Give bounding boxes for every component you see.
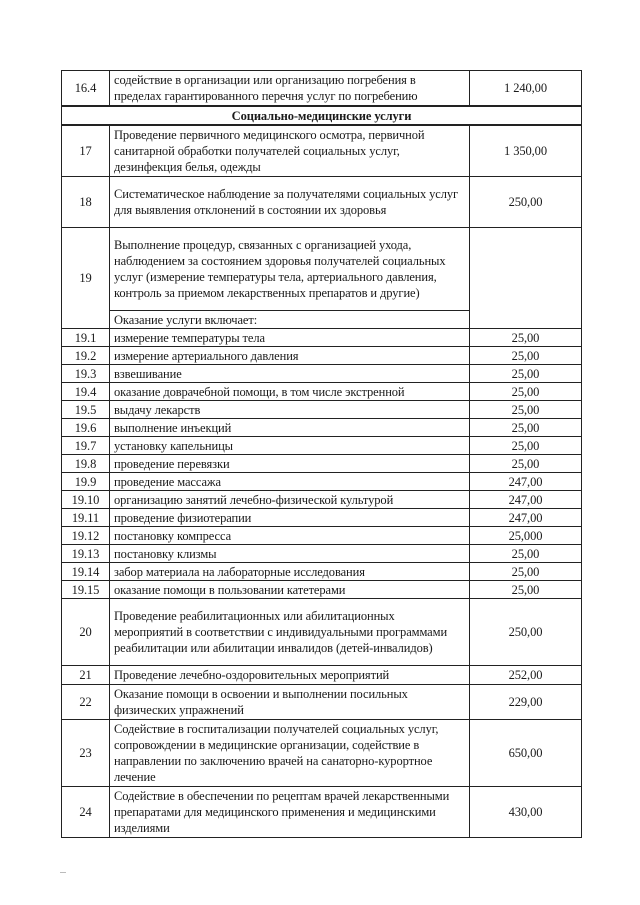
table-row <box>62 666 582 685</box>
service-price: 430,00 <box>470 787 582 838</box>
table-row <box>62 473 582 491</box>
service-description: Проведение первичного медицинского осмотра, первичной санитарной обработки получателей социальных услуг, дезинфекция белья, одежды <box>110 125 470 177</box>
service-price: 25,00 <box>470 419 582 437</box>
service-description: постановку компресса <box>110 527 470 545</box>
service-description: проведение перевязки <box>110 455 470 473</box>
row-number: 19 <box>62 228 110 329</box>
row-number: 19.12 <box>62 527 110 545</box>
table-row <box>62 437 582 455</box>
table-row <box>62 177 582 228</box>
service-price: 247,00 <box>470 509 582 527</box>
service-price: 25,00 <box>470 365 582 383</box>
service-description: измерение артериального давления <box>110 347 470 365</box>
service-price: 25,00 <box>470 545 582 563</box>
service-description: Выполнение процедур, связанных с организацией ухода, наблюдением за состоянием здоровья получателей социальных услуг (измерение температуры тела, артериального давления, контроль за приемом лекарственных препаратов и другие) <box>110 228 470 311</box>
service-description: Проведение лечебно-оздоровительных мероприятий <box>110 666 470 685</box>
service-price: 252,00 <box>470 666 582 685</box>
service-price: 250,00 <box>470 599 582 666</box>
service-description: Оказание помощи в освоении и выполнении посильных физических упражнений <box>110 685 470 720</box>
service-price: 1 240,00 <box>470 71 582 107</box>
service-description: содействие в организации или организацию погребения в пределах гарантированного перечня услуг по погребению <box>110 71 470 107</box>
table-row <box>62 509 582 527</box>
table-row <box>62 581 582 599</box>
service-description: взвешивание <box>110 365 470 383</box>
service-price: 25,00 <box>470 401 582 419</box>
table-row <box>62 455 582 473</box>
table-row <box>62 599 582 666</box>
includes-label: Оказание услуги включает: <box>110 311 470 329</box>
service-description: измерение температуры тела <box>110 329 470 347</box>
row-number: 23 <box>62 720 110 787</box>
services-price-table-page <box>61 70 581 838</box>
service-description: проведение физиотерапии <box>110 509 470 527</box>
row-number: 20 <box>62 599 110 666</box>
row-number: 18 <box>62 177 110 228</box>
row-number: 19.3 <box>62 365 110 383</box>
service-price: 25,00 <box>470 347 582 365</box>
service-description: организацию занятий лечебно-физической культурой <box>110 491 470 509</box>
service-price: 247,00 <box>470 491 582 509</box>
table-row <box>62 720 582 787</box>
table-row <box>62 228 582 311</box>
row-number: 19.5 <box>62 401 110 419</box>
service-price: 25,00 <box>470 329 582 347</box>
row-number: 19.8 <box>62 455 110 473</box>
section-header-row <box>62 106 582 125</box>
scan-speck <box>60 872 66 873</box>
row-number: 19.7 <box>62 437 110 455</box>
service-description: постановку клизмы <box>110 545 470 563</box>
service-description: Проведение реабилитационных или абилитационных мероприятий в соответствии с индивидуальными программами реабилитации или абилитации инвалидов (детей-инвалидов) <box>110 599 470 666</box>
table-row <box>62 419 582 437</box>
service-description: оказание помощи в пользовании катетерами <box>110 581 470 599</box>
row-number: 21 <box>62 666 110 685</box>
service-price: 25,00 <box>470 581 582 599</box>
row-number: 19.1 <box>62 329 110 347</box>
row-number: 19.15 <box>62 581 110 599</box>
service-price: 247,00 <box>470 473 582 491</box>
service-price: 25,00 <box>470 455 582 473</box>
service-price: 25,00 <box>470 437 582 455</box>
table-row <box>62 383 582 401</box>
row-number: 16.4 <box>62 71 110 107</box>
table-row <box>62 347 582 365</box>
row-number: 19.10 <box>62 491 110 509</box>
service-description: выполнение инъекций <box>110 419 470 437</box>
row-number: 24 <box>62 787 110 838</box>
table-row <box>62 125 582 177</box>
service-price: 25,000 <box>470 527 582 545</box>
table-row <box>62 545 582 563</box>
table-row <box>62 787 582 838</box>
services-price-table <box>61 70 582 838</box>
service-description: установку капельницы <box>110 437 470 455</box>
table-row <box>62 401 582 419</box>
service-price: 25,00 <box>470 383 582 401</box>
table-row <box>62 329 582 347</box>
table-row <box>62 685 582 720</box>
row-number: 19.6 <box>62 419 110 437</box>
service-price-empty <box>470 228 582 329</box>
row-number: 19.4 <box>62 383 110 401</box>
service-price: 250,00 <box>470 177 582 228</box>
row-number: 19.2 <box>62 347 110 365</box>
table-row <box>62 365 582 383</box>
service-description: проведение массажа <box>110 473 470 491</box>
table-row <box>62 71 582 107</box>
row-number: 19.14 <box>62 563 110 581</box>
table-row <box>62 563 582 581</box>
service-description: Содействие в обеспечении по рецептам врачей лекарственными препаратами для медицинского применения и медицинскими изделиями <box>110 787 470 838</box>
service-price: 650,00 <box>470 720 582 787</box>
row-number: 17 <box>62 125 110 177</box>
table-row <box>62 491 582 509</box>
table-row <box>62 527 582 545</box>
service-price: 1 350,00 <box>470 125 582 177</box>
service-description: выдачу лекарств <box>110 401 470 419</box>
service-description: забор материала на лабораторные исследования <box>110 563 470 581</box>
row-number: 22 <box>62 685 110 720</box>
service-description: оказание доврачебной помощи, в том числе экстренной <box>110 383 470 401</box>
row-number: 19.9 <box>62 473 110 491</box>
section-title: Социально-медицинские услуги <box>62 106 582 125</box>
row-number: 19.13 <box>62 545 110 563</box>
row-number: 19.11 <box>62 509 110 527</box>
service-price: 25,00 <box>470 563 582 581</box>
service-description: Систематическое наблюдение за получателями социальных услуг для выявления отклонений в состоянии их здоровья <box>110 177 470 228</box>
service-price: 229,00 <box>470 685 582 720</box>
service-description: Содействие в госпитализации получателей социальных услуг, сопровождении в медицинские организации, содействие в направлении по заключению врачей на санаторно-курортное лечение <box>110 720 470 787</box>
